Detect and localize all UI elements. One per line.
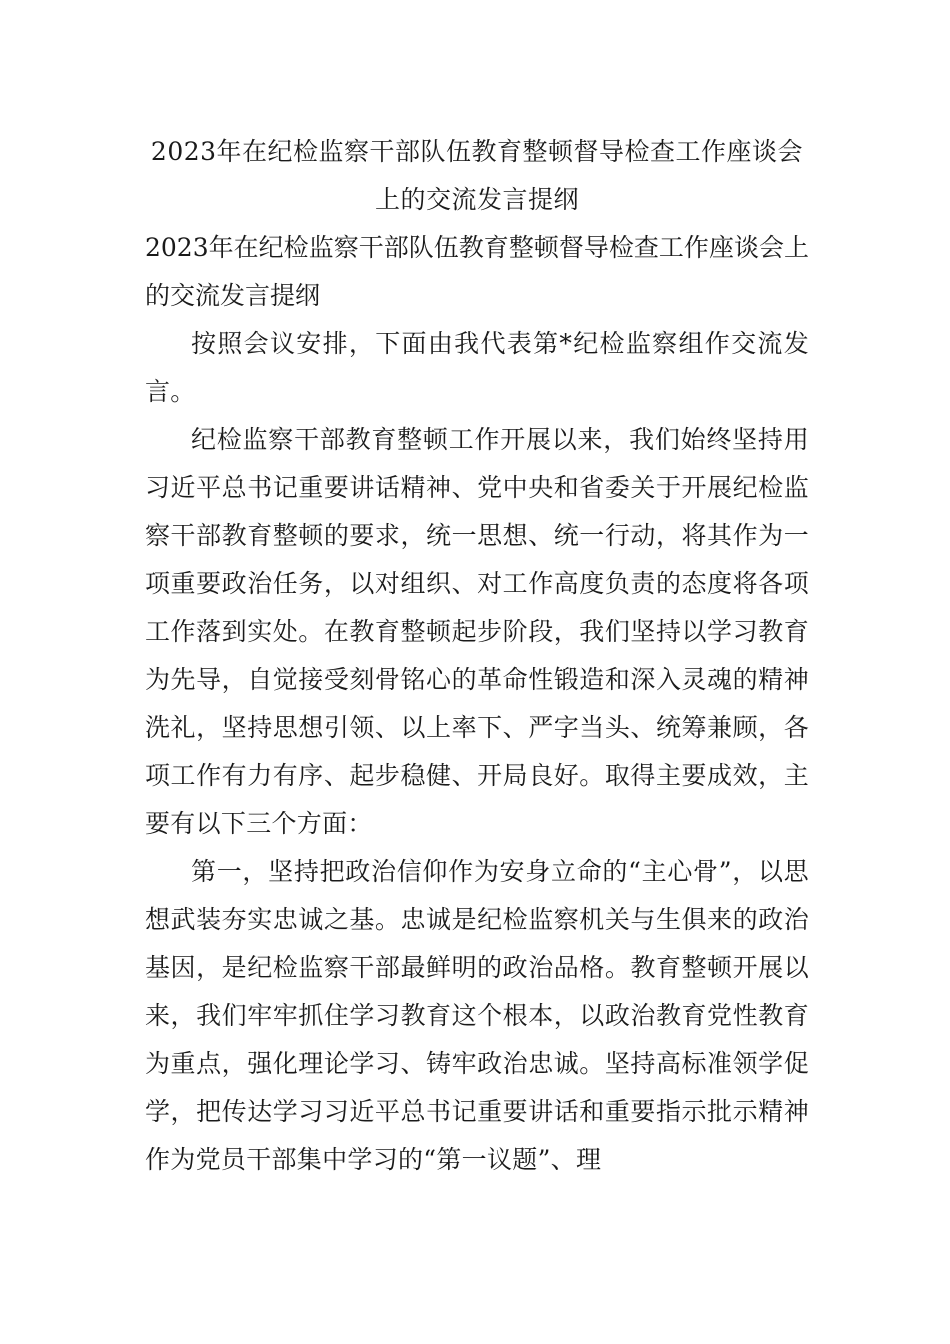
document-page xyxy=(145,128,809,1184)
document-title-line-1: 2023年在纪检监察干部队伍教育整顿督导检查工作座谈会 xyxy=(150,137,804,166)
paragraph-first-point: 第一，坚持把政治信仰作为安身立命的“主心骨”，以思想武装夯实忠诚之基。忠诚是纪检监察机关与生俱来的政治基因，是纪检监察干部最鲜明的政治品格。教育整顿开展以来，我们牢牢抓住学习教育这个根本，以政治教育党性教育为重点，强化理论学习、铸牢政治忠诚。坚持高标准领学促学，把传达学习习近平总书记重要讲话和重要指示批示精神作为党员干部集中学习的“第一议题”、理 xyxy=(145,857,809,1174)
document-title-line-2: 上的交流发言提纲 xyxy=(374,185,579,214)
paragraph-intro: 按照会议安排，下面由我代表第*纪检监察组作交流发言。 xyxy=(145,329,809,406)
document-title-repeat: 2023年在纪检监察干部队伍教育整顿督导检查工作座谈会上的交流发言提纲 xyxy=(145,233,809,310)
paragraph-overview: 纪检监察干部教育整顿工作开展以来，我们始终坚持用习近平总书记重要讲话精神、党中央和省委关于开展纪检监察干部教育整顿的要求，统一思想、统一行动，将其作为一项重要政治任务，以对组织、对工作高度负责的态度将各项工作落到实处。在教育整顿起步阶段，我们坚持以学习教育为先导，自觉接受刻骨铭心的革命性锻造和深入灵魂的精神洗礼，坚持思想引领、以上率下、严字当头、统筹兼顾，各项工作有力有序、起步稳健、开局良好。取得主要成效，主要有以下三个方面： xyxy=(145,425,809,838)
